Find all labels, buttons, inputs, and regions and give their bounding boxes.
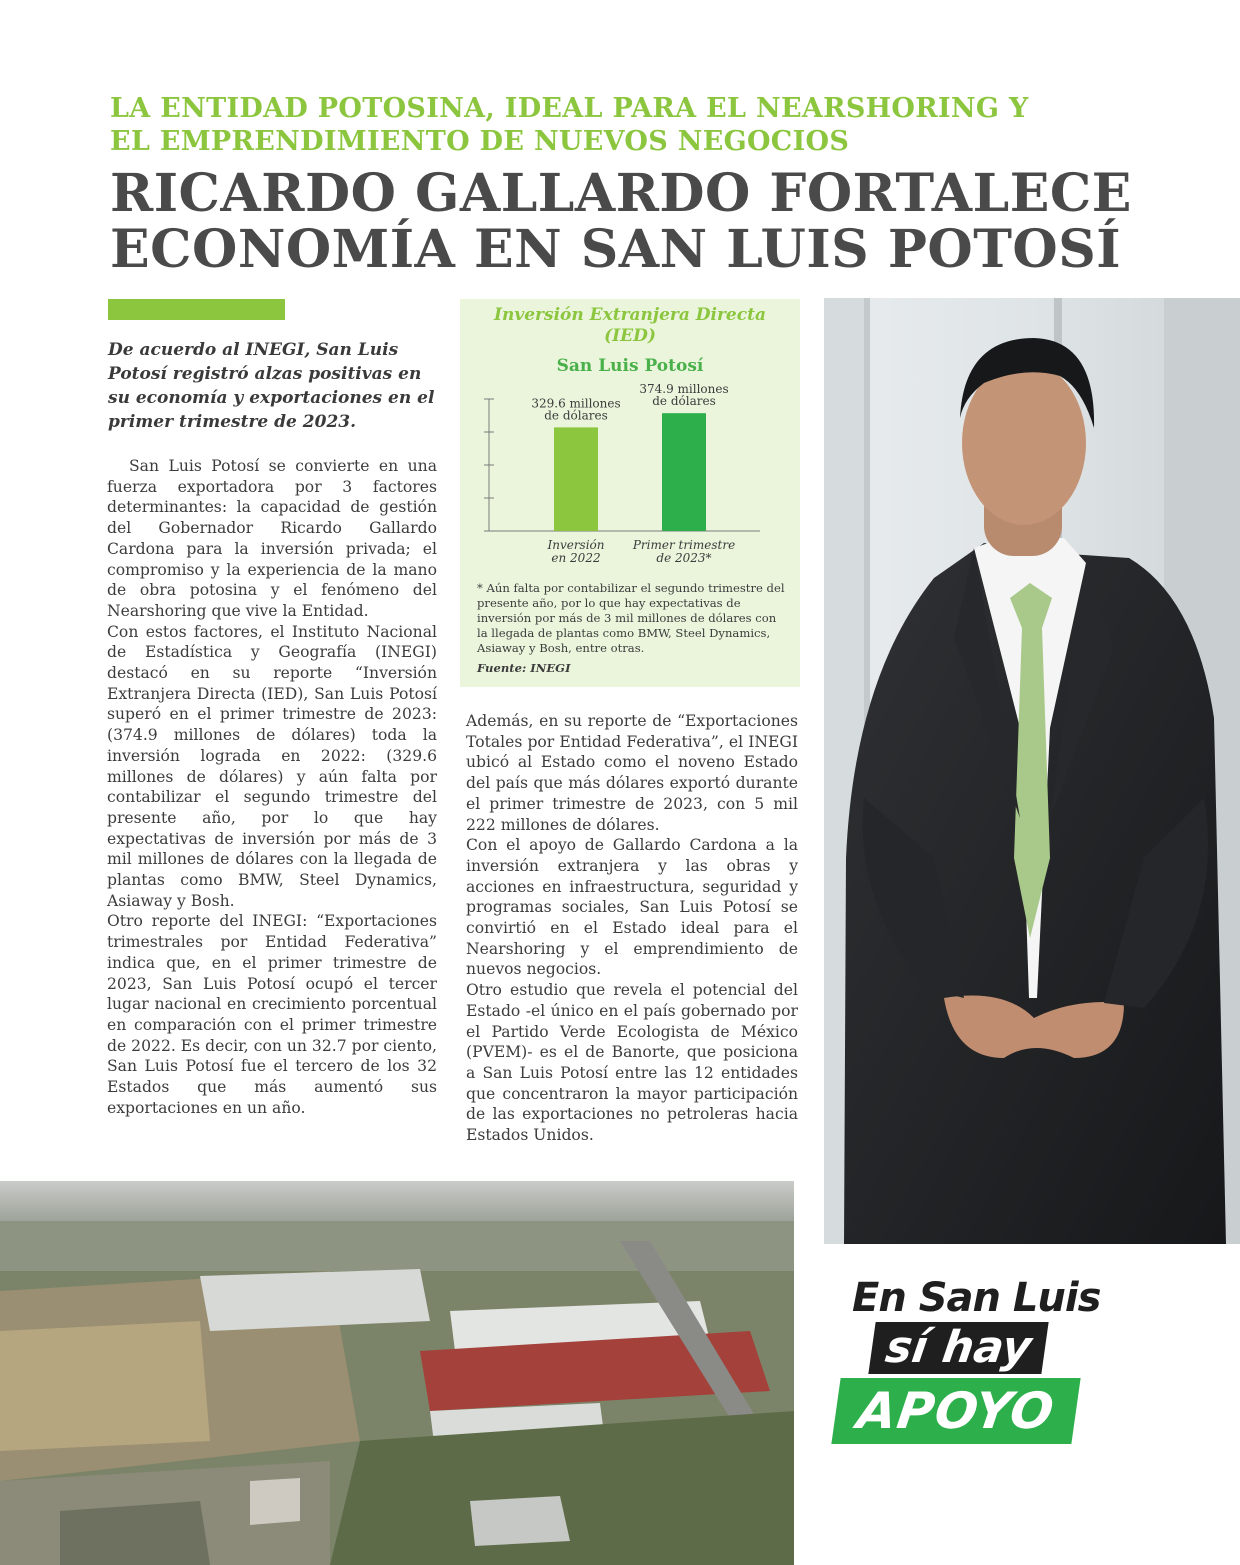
x-tick-label: de 2023* <box>656 551 712 565</box>
headline-line: RICARDO GALLARDO FORTALECE <box>110 163 1132 224</box>
kicker-line: LA ENTIDAD POTOSINA, IDEAL PARA EL NEARSHORING Y <box>110 93 1029 124</box>
slogan-line-1: En San Luis <box>852 1275 1101 1321</box>
slogan-line-2: sí hay <box>868 1322 1048 1374</box>
paragraph: Con el apoyo de Gallardo Cardona a la inversión extranjera y las obras y acciones en infraestructura, seguridad y programas sociales, San Luis Potosí se convirtió en el Estado ideal para el Nearshoring y el emprendimiento de nuevos negocios. <box>466 836 798 979</box>
article-lead: De acuerdo al INEGI, San Luis Potosí registró alzas positivas en su economía y exportaciones en el primer trimestre de 2023. <box>108 340 435 432</box>
chart-subtitle: San Luis Potosí <box>556 356 704 376</box>
middle-column <box>466 711 798 1146</box>
slogan-line-3: APOYO <box>831 1378 1080 1444</box>
chart-title-line: Inversión Extranjera Directa <box>494 305 766 325</box>
paragraph: San Luis Potosí se convierte en una fuerza exportadora por 3 factores determinantes: la capacidad de gestión del Gobernador Ricardo Gallardo Cardona para la inversión privada; el compromiso y la experiencia de la mano de obra potosina y el fenómeno del Nearshoring que vive la Entidad. <box>107 457 437 620</box>
x-tick-label: en 2022 <box>551 551 601 565</box>
kicker-line: EL EMPRENDIMIENTO DE NUEVOS NEGOCIOS <box>110 126 850 157</box>
article-kicker <box>110 92 1110 158</box>
x-tick-label: Inversión <box>547 538 605 552</box>
bar-value-label: 374.9 millones <box>639 382 729 397</box>
paragraph: Con estos factores, el Instituto Nacional de Estadística y Geografía (INEGI) destacó en su reporte “Inversión Extranjera Directa (IED), San Luis Potosí superó en el primer trimestre de 2023: (374.9 millones de dólares) toda la inversión lograda en 2022: (329.6 millones de dólares) y aún falta por contabilizar el segundo trimestre del presente año, por lo que hay expectativas de inversión por más de 3 mil millones de dólares con la llegada de plantas como BMW, Steel Dynamics, Asiaway y Bosh. <box>107 622 437 910</box>
governor-portrait-photo <box>824 298 1240 1244</box>
bar-2 <box>662 413 706 531</box>
bar-value-label: de dólares <box>652 394 716 409</box>
paragraph: Además, en su reporte de “Exportaciones Totales por Entidad Federativa”, el INEGI ubicó al Estado como el noveno Estado del país que más dólares exportó durante el primer trimestre de 2023, con 5 mil 222 millones de dólares. <box>466 712 798 834</box>
headline-line: ECONOMÍA EN SAN LUIS POTOSÍ <box>110 219 1122 280</box>
chart-title-line: (IED) <box>604 326 656 346</box>
left-column <box>107 456 437 1119</box>
bar-value-label: de dólares <box>544 408 608 423</box>
campaign-slogan <box>836 1268 1136 1458</box>
x-tick-label: Primer trimestre <box>632 538 736 552</box>
ied-bar-chart <box>460 299 800 579</box>
paragraph: Otro estudio que revela el potencial del Estado -el único en el país gobernado por el Partido Verde Ecologista de México (PVEM)- es el de Banorte, que posiciona a San Luis Potosí entre las 12 entidades que concentraron la mayor participación de las exportaciones no petroleras hacia Estados Unidos. <box>466 981 798 1145</box>
bar-value-label: 329.6 millones <box>531 396 621 411</box>
ied-chart-box <box>460 299 800 687</box>
accent-bar <box>108 299 285 320</box>
chart-footnote: * Aún falta por contabilizar el segundo trimestre del presente año, por lo que hay expectativas de inversión por más de 3 mil millones de dólares con la llegada de plantas como BMW, Steel Dynamics, Asiaway y Bosh, entre otras. <box>477 581 785 655</box>
bar-1 <box>554 427 598 531</box>
aerial-city-photo <box>0 1181 794 1565</box>
article-headline <box>110 163 1170 280</box>
paragraph: Otro reporte del INEGI: “Exportaciones trimestrales por Entidad Federativa” indica que, en el primer trimestre de 2023, San Luis Potosí ocupó el tercer lugar nacional en crecimiento porcentual en comparación con el primer trimestre de 2022. Es decir, con un 32.7 por ciento, San Luis Potosí fue el tercero de los 32 Estados que más aumentó sus exportaciones en un año. <box>107 912 437 1117</box>
chart-source: Fuente: INEGI <box>477 661 571 675</box>
